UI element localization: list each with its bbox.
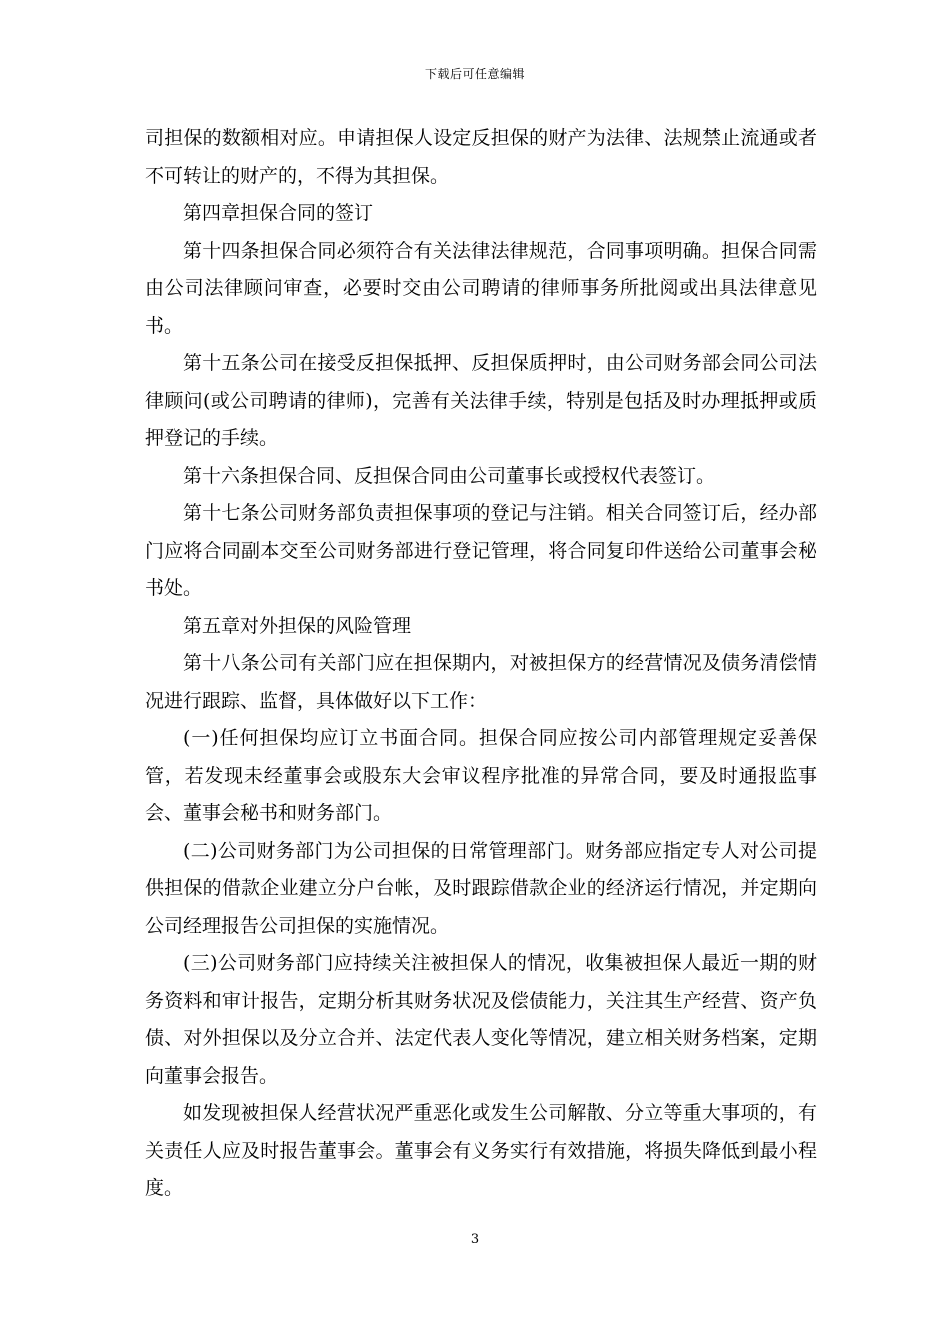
paragraph: 第十六条担保合同、反担保合同由公司董事长或授权代表签订。 [183, 464, 716, 487]
paragraph: 第十八条公司有关部门应在担保期内，对被担保方的经营情况及债务清偿情况进行跟踪、监督，具体做好以下工作： [145, 652, 817, 712]
page-header: 下载后可任意编辑 [424, 67, 525, 81]
paragraph: 司担保的数额相对应。申请担保人设定反担保的财产为法律、法规禁止流通或者不可转让的财产的，不得为其担保。 [145, 127, 817, 187]
chapter-heading: 第四章担保合同的签订 [183, 202, 374, 224]
paragraph: (二)公司财务部门为公司担保的日常管理部门。财务部应指定专人对公司提供担保的借款企业建立分户台帐，及时跟踪借款企业的经济运行情况，并定期向公司经理报告公司担保的实施情况。 [145, 839, 817, 937]
paragraph: 第十五条公司在接受反担保抵押、反担保质押时，由公司财务部会同公司法律顾问(或公司聘请的律师)，完善有关法律手续，特别是包括及时办理抵押或质押登记的手续。 [145, 352, 817, 449]
paragraph: 第十七条公司财务部负责担保事项的登记与注销。相关合同签订后，经办部门应将合同副本交至公司财务部进行登记管理，将合同复印件送给公司董事会秘书处。 [145, 502, 817, 599]
page-number: 3 [470, 1232, 480, 1247]
paragraph: 第十四条担保合同必须符合有关法律法律规范，合同事项明确。担保合同需由公司法律顾问审查，必要时交由公司聘请的律师事务所批阅或出具法律意见书。 [145, 239, 817, 337]
paragraph: (三)公司财务部门应持续关注被担保人的情况，收集被担保人最近一期的财务资料和审计报告，定期分析其财务状况及偿债能力，关注其生产经营、资产负债、对外担保以及分立合并、法定代表人变化等情况，建立相关财务档案，定期向董事会报告。 [145, 952, 817, 1087]
document-body [145, 120, 817, 1208]
paragraph: (一)任何担保均应订立书面合同。担保合同应按公司内部管理规定妥善保管，若发现未经董事会或股东大会审议程序批准的异常合同，要及时通报监事会、董事会秘书和财务部门。 [145, 727, 817, 824]
paragraph: 如发现被担保人经营状况严重恶化或发生公司解散、分立等重大事项的，有关责任人应及时报告董事会。董事会有义务实行有效措施，将损失降低到最小程度。 [145, 1102, 817, 1199]
chapter-heading: 第五章对外担保的风险管理 [183, 614, 412, 637]
